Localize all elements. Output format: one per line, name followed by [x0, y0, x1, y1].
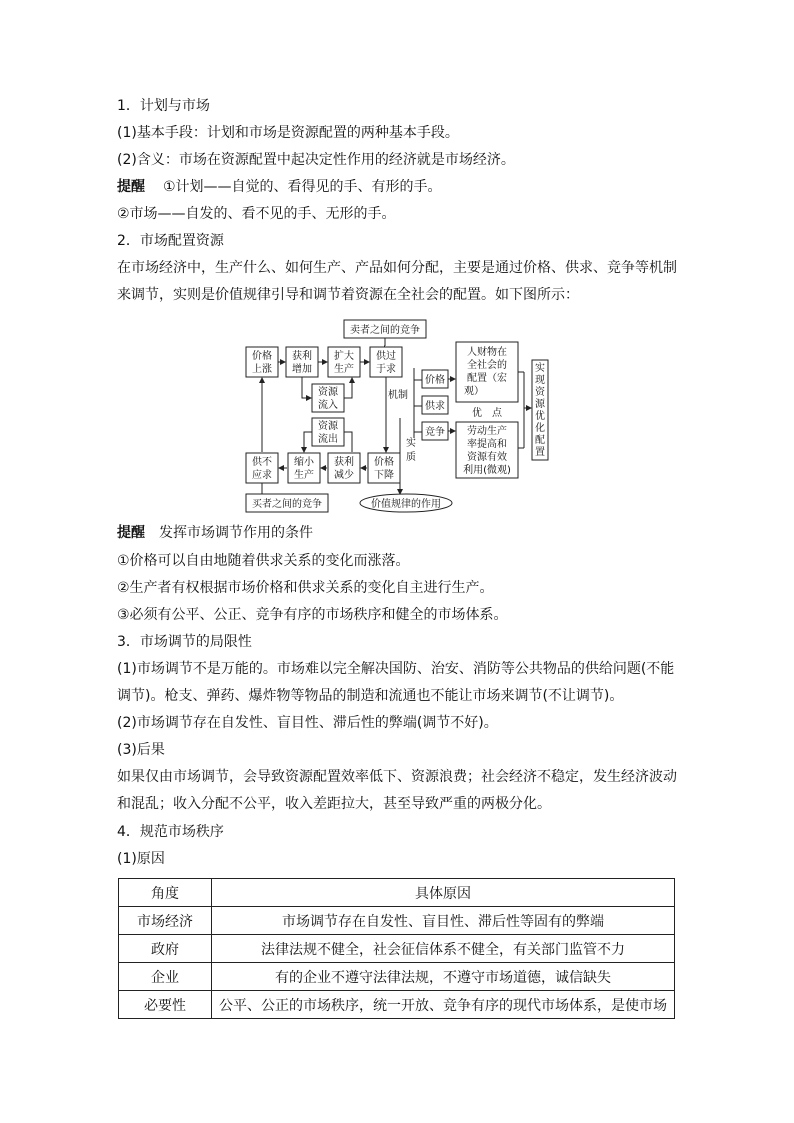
reminder-label: 提醒	[117, 525, 145, 541]
basic-means-text: (1)基本手段：计划和市场是资源配置的两种基本手段。	[117, 125, 459, 141]
condition-3: ③必须有公平、公正、竞争有序的市场秩序和健全的市场体系。	[117, 607, 508, 623]
row-reason: 有的企业不遵守法律法规，不遵守市场道德，诚信缺失	[212, 963, 675, 991]
market-allocation-paragraph: 在市场经济中，生产什么、如何生产、产品如何分配，主要是通过价格、供求、竞争等机制来调节，实则是价值规律引导和调节着资源在全社会的配置。如下图所示：	[117, 260, 677, 303]
mechanism-label: 机制	[388, 390, 408, 401]
labor-label-1: 劳动生产	[467, 426, 507, 437]
oversupply-box	[370, 347, 402, 377]
definition-text: (2)含义：市场在资源配置中起决定性作用的经济就是市场经济。	[117, 152, 515, 168]
profit-down-box	[328, 453, 360, 483]
section-3-heading: 3．市场调节的局限性	[117, 634, 252, 650]
realize-char: 实	[535, 363, 545, 374]
alloc-label-2: 全社会的	[467, 360, 507, 371]
mechanism-competition-box	[422, 422, 448, 440]
header-perspective: 角度	[119, 879, 212, 907]
resources-in-box	[312, 384, 344, 412]
price-up-label-1: 价格	[252, 351, 272, 362]
essence-label-2: 质	[406, 452, 416, 463]
shortage-label-2: 应求	[252, 470, 272, 481]
arrow	[302, 377, 311, 398]
table-row	[119, 963, 675, 991]
market-allocation-diagram	[242, 318, 552, 514]
row-reason: 公平、公正的市场秩序，统一开放、竞争有序的现代市场体系，是使市场	[212, 991, 675, 1019]
labor-label-4: 利用(微观)	[463, 465, 511, 476]
realize-char: 现	[535, 375, 545, 386]
reminder-1	[117, 177, 442, 197]
table-row	[119, 907, 675, 935]
consequence-paragraph: 如果仅由市场调节，会导致资源配置效率低下、资源浪费；社会经济不稳定，发生经济波动和混乱；收入分配不公平，收入差距拉大，甚至导致严重的两极分化。	[117, 769, 677, 812]
labor-label-2: 率提高和	[467, 439, 507, 450]
table-row	[119, 935, 675, 963]
reminder-plan: ①计划——自觉的、看得见的手、有形的手。	[163, 179, 442, 195]
shrink-label-2: 生产	[294, 470, 314, 481]
micro-efficiency-box	[456, 422, 518, 478]
merit-label-1: 优	[472, 408, 482, 419]
price-up-label-2: 上涨	[252, 364, 272, 375]
section-1-heading: 1．计划与市场	[117, 98, 210, 114]
price-down-label-2: 下降	[374, 470, 394, 481]
mechanism-supply-label: 供求	[425, 401, 445, 412]
shortage-box	[246, 453, 278, 483]
row-perspective: 企业	[119, 963, 212, 991]
realize-char: 源	[535, 399, 545, 410]
condition-2: ②生产者有权根据市场价格和供求关系的变化自主进行生产。	[117, 580, 494, 596]
alloc-label-1: 人财物在	[467, 347, 507, 358]
macro-allocation-box	[456, 342, 518, 402]
realize-char: 配	[535, 435, 545, 446]
res-out-label-2: 流出	[318, 434, 338, 445]
expand-label-1: 扩大	[334, 351, 354, 362]
conditions-title-text: 发挥市场调节作用的条件	[159, 525, 313, 541]
reminder-market: ②市场——自发的、看不见的手、无形的手。	[117, 206, 396, 222]
resources-out-box	[312, 418, 344, 446]
optimal-allocation-box	[532, 360, 548, 460]
table-row	[119, 991, 675, 1019]
alloc-label-4: 观）	[464, 386, 484, 397]
shrink-label-1: 缩小	[294, 457, 314, 468]
arrow	[304, 432, 312, 452]
seller-competition-box	[344, 320, 426, 338]
reminder-label: 提醒	[117, 179, 145, 195]
realize-char: 资	[535, 387, 545, 398]
table-header-row	[119, 879, 675, 907]
value-law-label: 价值规律的作用	[371, 499, 441, 510]
row-perspective: 政府	[119, 935, 212, 963]
seller-competition-label: 卖者之间的竞争	[350, 325, 420, 336]
section-2-heading: 2．市场配置资源	[117, 233, 224, 249]
profit-up-label-2: 增加	[292, 364, 312, 375]
row-reason: 法律法规不健全，社会征信体系不健全，有关部门监管不力	[212, 935, 675, 963]
limitation-1: (1)市场调节不是万能的。市场难以完全解决国防、治安、消防等公共物品的供给问题(不能调节)。枪支、弹药、爆炸物等物品的制造和流通也不能让市场来调节(不让调节)。	[117, 661, 675, 704]
shortage-label-1: 供不	[252, 457, 272, 468]
mechanism-competition-label: 竞争	[425, 427, 445, 438]
reasons-heading: (1)原因	[117, 851, 165, 867]
realize-char: 置	[535, 447, 545, 458]
res-out-label-1: 资源	[318, 421, 338, 432]
realize-char: 化	[535, 423, 545, 434]
reasons-table	[118, 878, 675, 1019]
connector	[344, 432, 352, 452]
profit-up-label-1: 获利	[292, 351, 312, 362]
consequence-heading: (3)后果	[117, 742, 165, 758]
condition-1: ①价格可以自由地随着供求关系的变化而涨落。	[117, 553, 410, 569]
buyer-competition-label: 买者之间的竞争	[252, 499, 322, 510]
realize-char: 优	[535, 411, 545, 422]
essence-label-1: 实	[406, 438, 416, 449]
alloc-label-3: 配置（宏	[467, 373, 507, 384]
mechanism-price-label: 价格	[425, 375, 445, 386]
mechanism-supply-box	[422, 396, 448, 414]
oversupply-label-2: 于求	[376, 364, 396, 375]
profit-down-label-1: 获利	[334, 457, 354, 468]
limitation-2: (2)市场调节存在自发性、盲目性、滞后性的弊端(调节不好)。	[117, 715, 498, 731]
conditions-title	[117, 523, 313, 543]
oversupply-label-1: 供过	[376, 351, 396, 362]
price-up-box	[246, 347, 278, 377]
expand-production-box	[328, 347, 360, 377]
profit-up-box	[286, 347, 318, 377]
value-law-ellipse	[360, 494, 452, 512]
expand-label-2: 生产	[334, 364, 354, 375]
shrink-production-box	[288, 453, 320, 483]
mechanism-price-box	[422, 370, 448, 388]
labor-label-3: 资源有效	[467, 452, 507, 463]
row-perspective: 必要性	[119, 991, 212, 1019]
section-4-heading: 4．规范市场秩序	[117, 824, 224, 840]
res-in-label-1: 资源	[318, 387, 338, 398]
row-reason: 市场调节存在自发性、盲目性、滞后性等固有的弊端	[212, 907, 675, 935]
buyer-competition-box	[246, 494, 328, 512]
res-in-label-2: 流入	[318, 400, 338, 411]
profit-down-label-2: 减少	[334, 470, 354, 481]
price-down-box	[368, 453, 400, 483]
header-reason: 具体原因	[212, 879, 675, 907]
price-down-label-1: 价格	[374, 457, 394, 468]
merit-label-2: 点	[492, 408, 502, 419]
arrow	[344, 378, 352, 398]
row-perspective: 市场经济	[119, 907, 212, 935]
